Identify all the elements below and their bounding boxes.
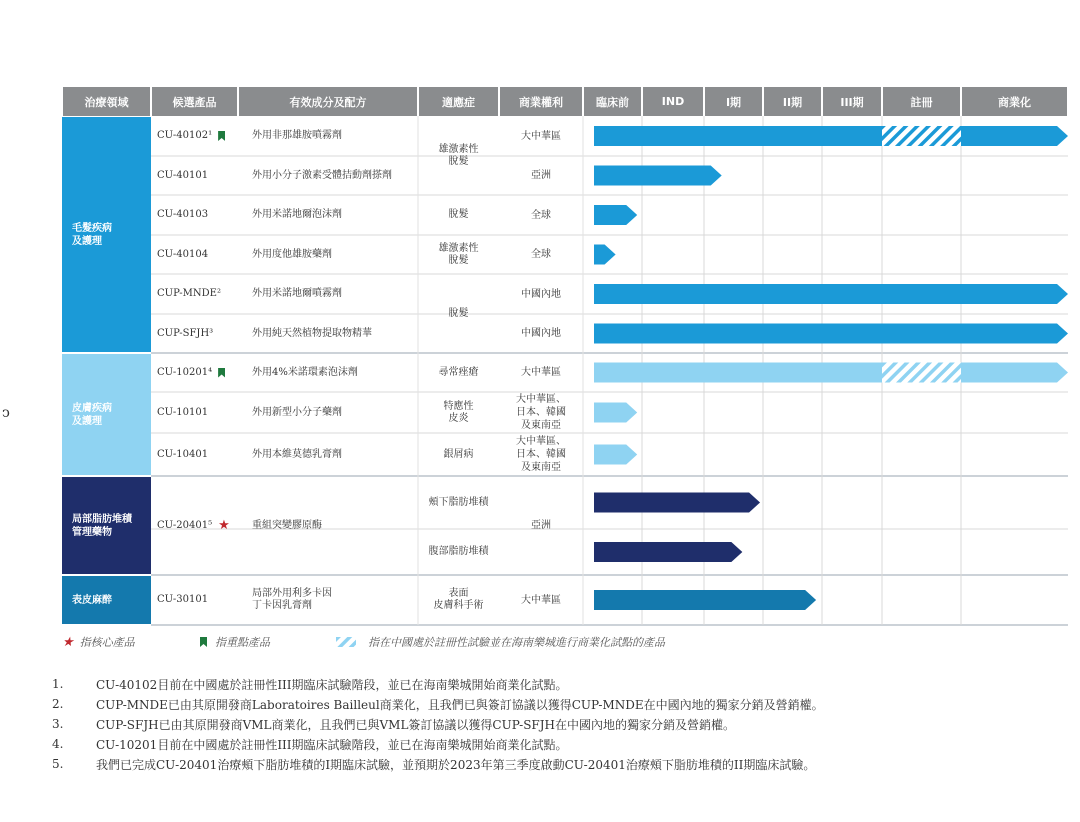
product-name: CU-40104 [157, 248, 209, 260]
ingredient-cell: 外用純天然植物提取物精華 [252, 327, 372, 339]
product-name-cell [157, 575, 236, 625]
commercial-rights-cell: 全球 [531, 209, 551, 221]
commercial-rights-cell: 大中華區、 日本、韓國 及東南亞 [516, 436, 566, 473]
pipeline-progress-bar [594, 324, 1068, 344]
ingredient-cell: 外用小分子激素受體拮動劑搽劑 [252, 169, 392, 181]
commercial-rights-cell: 全球 [531, 249, 551, 260]
therapeutic-area-label: 皮膚疾病 及護理 [72, 402, 112, 427]
registration-hatch-segment [882, 126, 961, 146]
pipeline-progress-bar [594, 284, 1068, 304]
commercial-rights-cell: 大中華區 [521, 130, 561, 142]
indication-cell: 銀屑病 [443, 448, 474, 460]
legend-key-label: 指重點產品 [215, 636, 270, 649]
table-header-cell: 註冊 [883, 87, 960, 116]
pipeline-progress-bar [594, 166, 722, 186]
indication-cell: 表面 皮膚科手術 [433, 588, 484, 611]
legend-core [62, 634, 135, 650]
table-header-cell: 有效成分及配方 [239, 87, 417, 116]
therapeutic-area-label: 毛髮疾病 及護理 [72, 222, 112, 247]
star-icon: ★ [62, 634, 74, 650]
commercial-rights-cell: 大中華區 [521, 594, 561, 606]
indication-cell: 特應性 皮炎 [443, 400, 474, 424]
ingredient-cell: 外用米諾地爾泡沫劑 [252, 209, 342, 220]
commercial-rights-cell: 中國內地 [521, 288, 561, 300]
product-name-cell [157, 353, 236, 392]
product-name-cell [157, 314, 236, 353]
table-header-cell: IND [643, 87, 703, 116]
ingredient-cell: 外用非那雄胺噴霧劑 [252, 130, 342, 141]
pipeline-progress-bar [594, 542, 742, 562]
footnote-text: CUP-MNDE已由其原開發商Laboratoires Bailleul商業化，且我們已與簽訂協議以獲得CUP-MNDE在中國內地的獨家分銷及營銷權。 [96, 697, 824, 712]
product-name-cell [157, 476, 236, 575]
footnote-number: 1. [52, 677, 64, 691]
footnote-text: CUP-SFJH已由其原開發商VML商業化，且我們已與VML簽訂協議以獲得CUP-SFJH在中國內地的獨家分銷及營銷權。 [96, 717, 736, 732]
footnote [52, 674, 1052, 694]
legend-hatch-label: 指在中國處於註冊性試驗並在海南樂城進行商業化試點的產品 [368, 636, 665, 649]
product-name-cell [157, 156, 236, 195]
table-header-cell: III期 [823, 87, 881, 116]
therapeutic-area-cell [62, 576, 151, 624]
footnote-number: 4. [52, 737, 64, 751]
footnote [52, 694, 1052, 714]
product-name-cell [157, 235, 236, 274]
therapeutic-area-cell [62, 477, 151, 574]
product-name: CU-10401 [157, 448, 209, 460]
table-header-cell: 候選產品 [152, 87, 237, 116]
therapeutic-area-label: 局部脂肪堆積 管理藥物 [72, 513, 132, 538]
product-name: CU-30101 [157, 594, 209, 605]
commercial-rights-cell: 中國內地 [521, 328, 561, 339]
footnote-number: 2. [52, 697, 64, 711]
ingredient-cell: 外用度他雄胺藥劑 [252, 248, 332, 260]
product-name-cell [157, 433, 236, 476]
table-header-cell: 臨床前 [584, 87, 641, 116]
indication-cell: 雄激素性 脫髮 [438, 242, 479, 266]
table-header-cell: 適應症 [419, 87, 498, 116]
therapeutic-area-cell [62, 354, 151, 475]
indication-cell: 雄激素性 脫髮 [438, 143, 479, 167]
footnote-number: 5. [52, 757, 64, 771]
footnote-text: CU-10201目前在中國處於註冊性III期臨床試驗階段，並已在海南樂城開始商業化試點。 [96, 737, 568, 752]
pipeline-progress-bar [594, 590, 816, 610]
registration-hatch-segment [882, 363, 961, 383]
commercial-rights-cell: 亞洲 [531, 520, 551, 531]
product-name-cell [157, 195, 236, 235]
ingredient-cell: 外用本維莫德乳膏劑 [252, 448, 342, 460]
therapeutic-area-label: 表皮麻醉 [72, 594, 112, 606]
commercial-rights-cell: 大中華區 [521, 367, 561, 378]
product-name: CU-20401⁵ [157, 519, 213, 531]
ingredient-cell: 外用新型小分子藥劑 [252, 406, 342, 418]
bookmark-flag-icon [218, 131, 225, 141]
page-edge-mark: ↄ [2, 405, 10, 421]
indication-cell: 脫髮 [448, 209, 469, 220]
table-header-cell: I期 [705, 87, 762, 116]
table-header-cell: II期 [764, 87, 821, 116]
footnote [52, 734, 1052, 754]
product-name: CUP-SFJH³ [157, 327, 214, 339]
legend-hatch [336, 634, 665, 650]
indication-cell: 脫髮 [448, 307, 469, 319]
ingredient-cell: 外用米諾地爾噴霧劑 [252, 288, 342, 299]
indication-cell: 尋常痤瘡 [438, 366, 479, 378]
footnote [52, 754, 1052, 774]
footnote-number: 3. [52, 717, 64, 731]
product-name: CU-40102¹ [157, 130, 213, 141]
table-header-cell: 商業化 [962, 87, 1067, 116]
table-header-cell: 商業權利 [500, 87, 582, 116]
bookmark-flag-icon [218, 368, 225, 378]
pipeline-progress-bar [594, 493, 760, 513]
product-name: CUP-MNDE² [157, 288, 221, 299]
star-icon: ★ [218, 517, 230, 533]
pipeline-progress-bar [594, 363, 1068, 383]
hatch-swatch-icon [336, 637, 356, 647]
pipeline-progress-bar [594, 445, 637, 465]
legend-core-label: 指核心產品 [79, 636, 135, 649]
ingredient-cell: 局部外用利多卡因 丁卡因乳膏劑 [252, 588, 332, 611]
footnote [52, 714, 1052, 734]
product-name-cell [157, 116, 236, 156]
ingredient-cell: 重組突變膠原酶 [252, 519, 322, 531]
product-name-cell [157, 274, 236, 314]
product-name: CU-10101 [157, 406, 209, 418]
product-name: CU-40101 [157, 169, 209, 181]
product-name: CU-40103 [157, 209, 209, 220]
product-name: CU-10201⁴ [157, 366, 213, 378]
therapeutic-area-cell [62, 117, 151, 352]
commercial-rights-cell: 亞洲 [531, 170, 551, 181]
indication-cell: 腹部脂肪堆積 [428, 546, 489, 557]
pipeline-progress-bar [594, 205, 637, 225]
pipeline-progress-bar [594, 245, 616, 265]
legend-key [200, 634, 270, 650]
pipeline-progress-bar [594, 403, 637, 423]
pipeline-progress-bar [594, 126, 1068, 146]
indication-cell: 頰下脂肪堆積 [428, 496, 489, 508]
footnotes [52, 674, 1052, 774]
footnote-text: 我們已完成CU-20401治療頰下脂肪堆積的I期臨床試驗，並預期於2023年第三季度啟動CU-20401治療頰下脂肪堆積的II期臨床試驗。 [96, 757, 816, 772]
product-name-cell [157, 392, 236, 433]
ingredient-cell: 外用4%米諾環素泡沫劑 [252, 366, 358, 378]
footnote-text: CU-40102目前在中國處於註冊性III期臨床試驗階段，並已在海南樂城開始商業化試點。 [96, 677, 568, 692]
commercial-rights-cell: 大中華區、 日本、韓國 及東南亞 [516, 394, 566, 431]
bookmark-flag-icon [200, 637, 207, 647]
table-header-cell: 治療領域 [63, 87, 150, 116]
